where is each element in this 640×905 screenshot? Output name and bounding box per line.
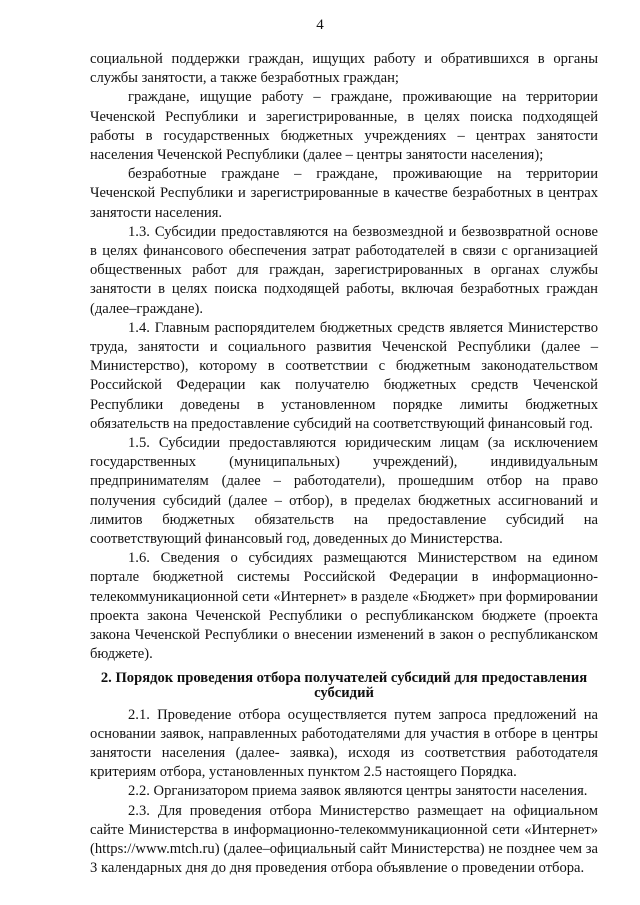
paragraph-2-2: 2.2. Организатором приема заявок являются центры занятости населения. bbox=[128, 783, 588, 800]
paragraph-1-4: 1.4. Главным распорядителем бюджетных средств является Министерство труда, занятости и социального развития Чеченской Республики (далее – Министерство), которому в соответствии с бюджетным законодательством Российской Федерации как получателю бюджетных средств Чеченской Республики доведены в установленном порядке лимиты бюджетных обязательств на предоставление субсидий на соответствующий финансовый год. bbox=[90, 319, 598, 432]
paragraph-job-seekers: граждане, ищущие работу – граждане, проживающие на территории Чеченской Республики и зарегистрированные, в целях поиска подходящей работы в государственных бюджетных учреждениях – центрах занятости населения Чеченской Республики (далее – центры занятости населения); bbox=[90, 89, 598, 164]
paragraph-1-3: 1.3. Субсидии предоставляются на безвозмездной и безвозвратной основе в целях финансового обеспечения затрат работодателей в связи с организацией общественных работ для граждан, зарегистрированных в органах службы занятости в целях поиска подходящей работы, включая безработных граждан (далее–граждане). bbox=[90, 223, 598, 317]
paragraph-social-support: социальной поддержки граждан, ищущих работу и обратившихся в органы службы занятости, а также безработных граждан; bbox=[90, 51, 598, 87]
paragraph-2-3: 2.3. Для проведения отбора Министерство размещает на официальном сайте Министерства в информационно-телекоммуникационной сети «Интернет» (https://www.mtch.ru) (далее–официальный сайт Министерства) не позднее чем за 3 календарных дня до дня проведения отбора объявление о проведении отбора. bbox=[90, 802, 598, 877]
paragraph-2-1: 2.1. Проведение отбора осуществляется путем запроса предложений на основании заявок, направленных работодателями для участия в отборе в центры занятости населения (далее- заявка), исходя из соответствия работодателя критериям отбора, установленных пунктом 2.5 настоящего Порядка. bbox=[90, 706, 598, 781]
paragraph-unemployed: безработные граждане – граждане, проживающие на территории Чеченской Республики и зарегистрированные в качестве безработных в центрах занятости населения. bbox=[90, 166, 598, 221]
paragraph-1-5: 1.5. Субсидии предоставляются юридическим лицам (за исключением государственных (муниципальных) учреждений), индивидуальным предпринимателям (далее – работодатели), прошедшим отбор на право получения субсидий (далее – отбор), в пределах бюджетных ассигнований и лимитов бюджетных обязательств на предоставление субсидий на соответствующий финансовый год, доведенных до Министерства. bbox=[90, 435, 598, 548]
section-heading: 2. Порядок проведения отбора получателей субсидий для предоставления субсидий bbox=[100, 669, 588, 701]
page-number: 4 bbox=[316, 17, 324, 33]
document-body bbox=[90, 50, 598, 878]
paragraph-1-6: 1.6. Сведения о субсидиях размещаются Министерством на едином портале бюджетной системы Российской Федерации в информационно-телекоммуникационной сети «Интернет» в разделе «Бюджет» при формировании проекта закона Чеченской Республики о республиканском бюджете (проекта закона Чеченской Республики о внесении изменений в закон о республиканском бюджете). bbox=[90, 550, 598, 663]
